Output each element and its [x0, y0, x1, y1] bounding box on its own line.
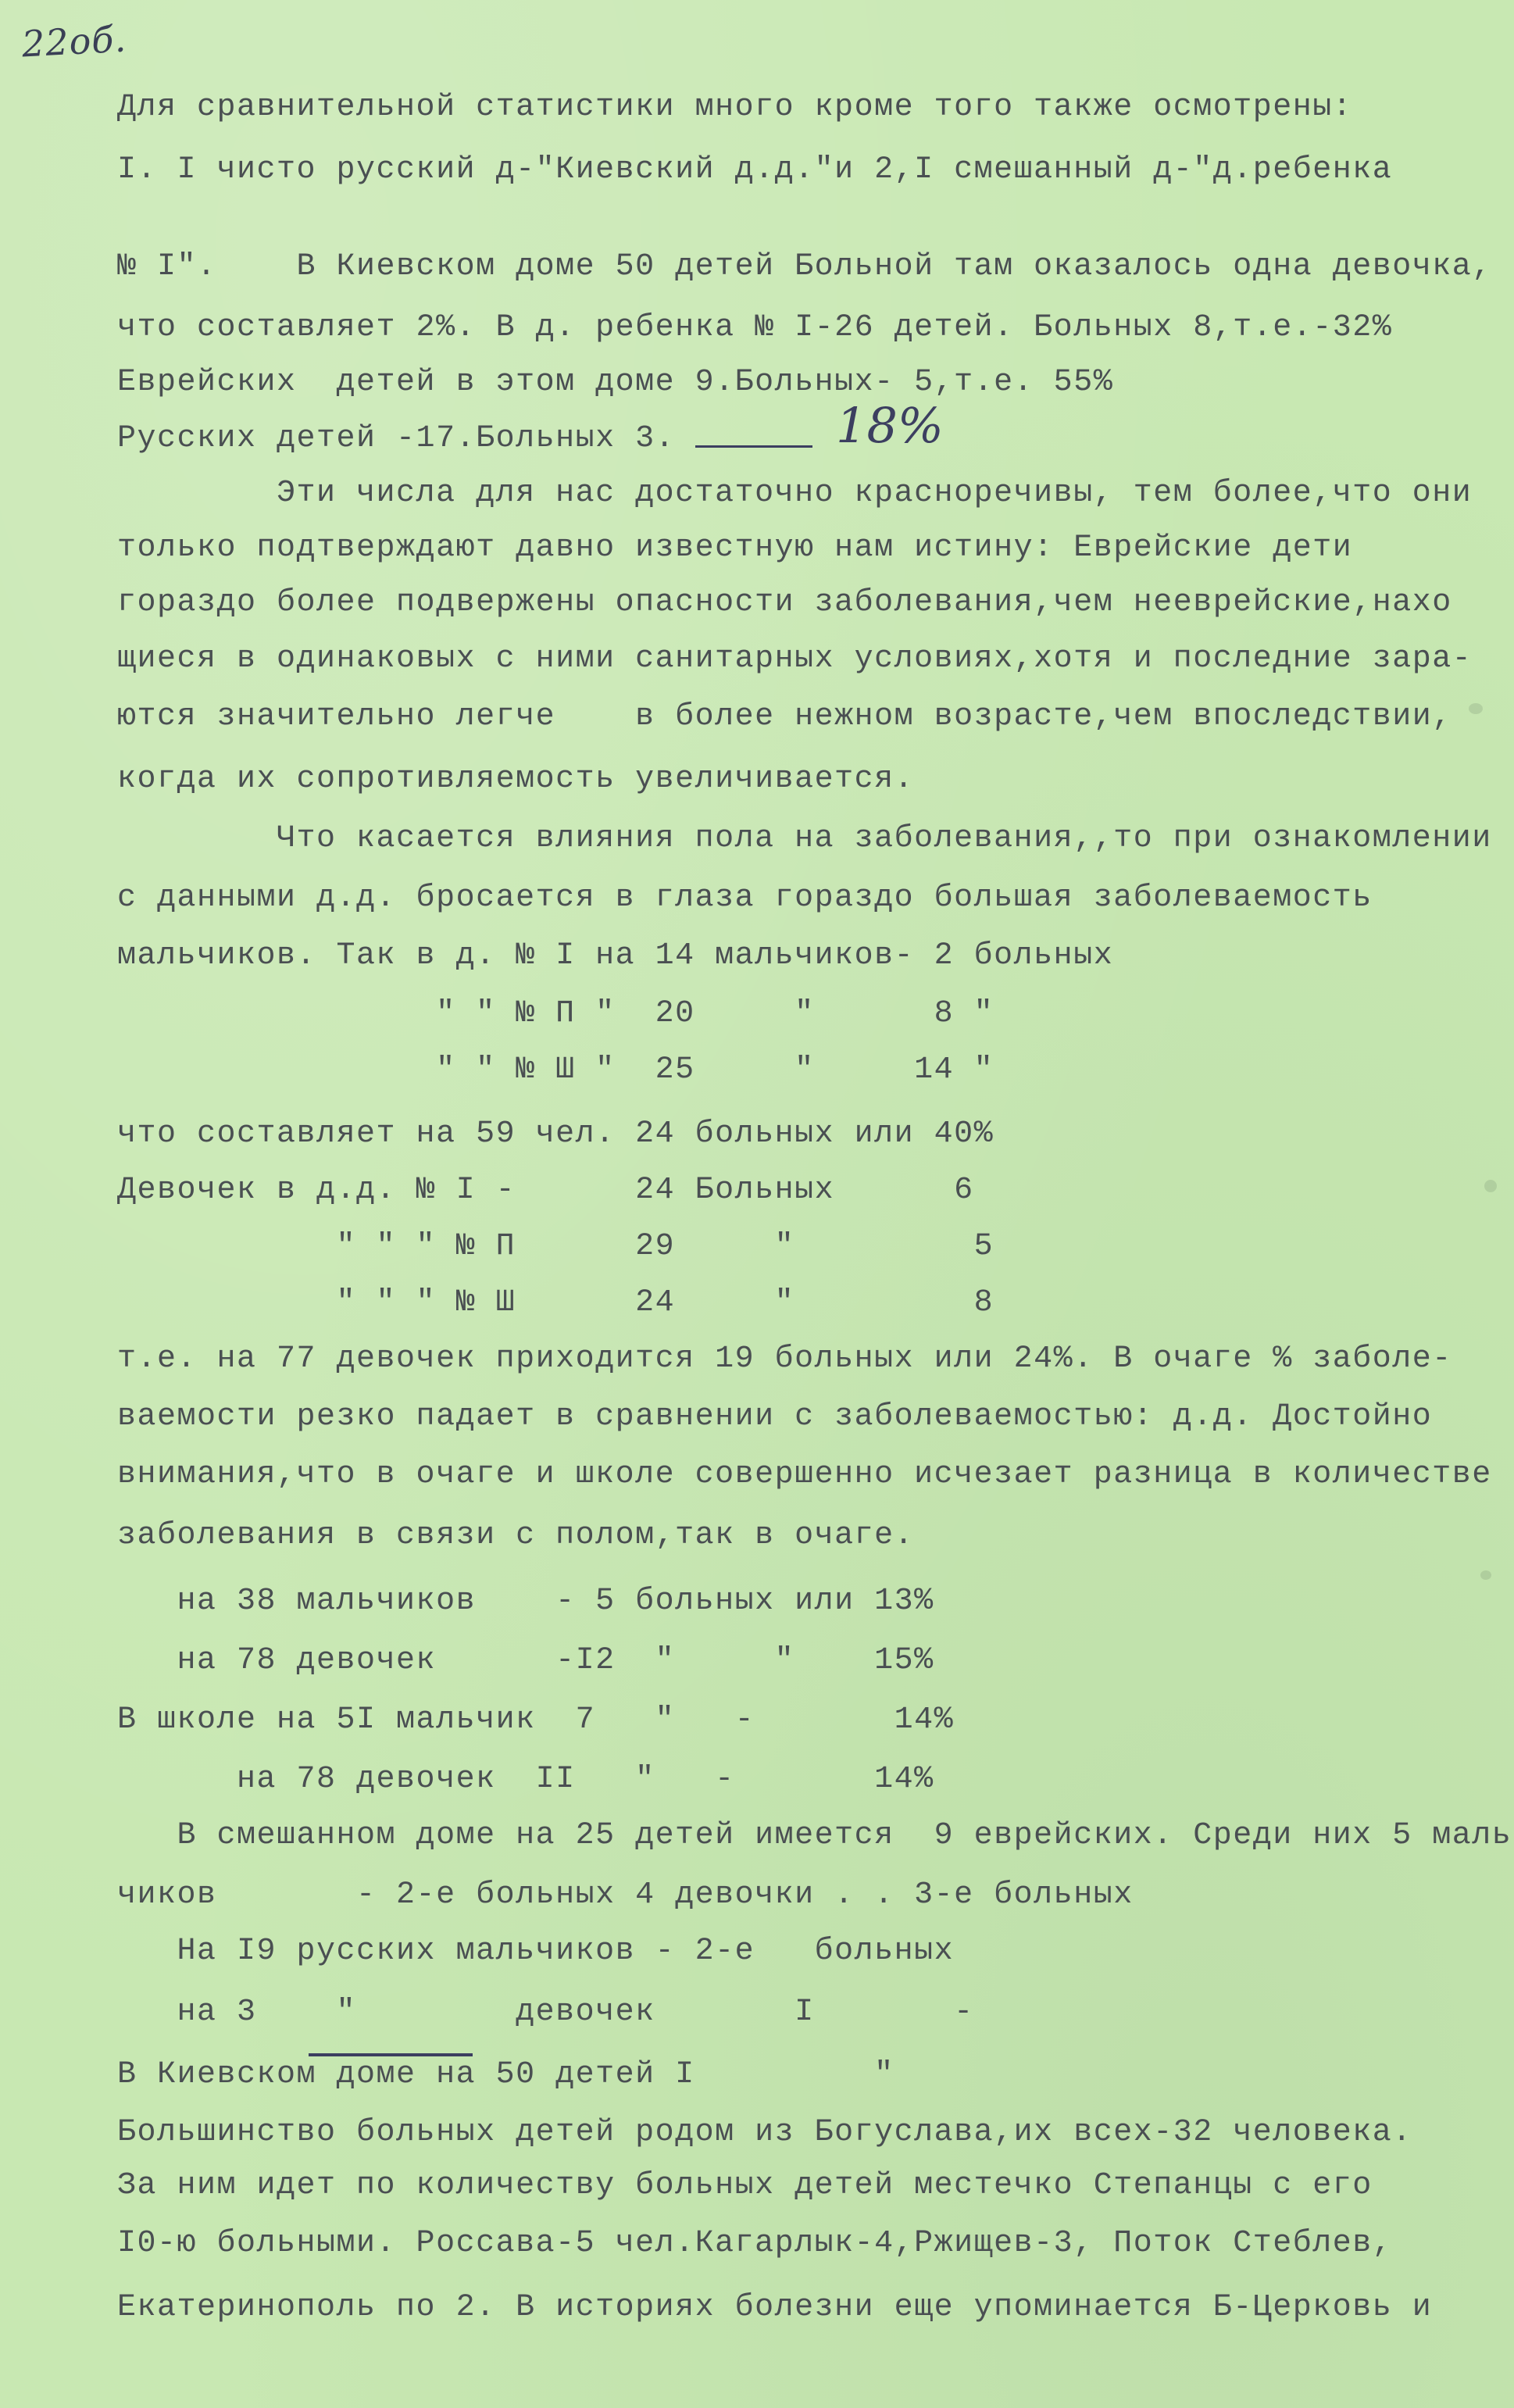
text-line: на 78 девочек II " - 14%: [117, 1762, 934, 1797]
text-line: только подтверждают давно известную нам истину: Еврейские дети: [117, 531, 1353, 566]
text-line: № I". В Киевском доме 50 детей Больной там оказалось одна девочка,: [117, 249, 1492, 284]
handwritten-percent: 18%: [836, 397, 944, 454]
text-line: ются значительно легче в более нежном возрасте,чем впоследствии,: [117, 699, 1452, 734]
margin-note: 22об.: [20, 17, 128, 66]
text-line: ваемости резко падает в сравнении с заболеваемостью: д.д. Достойно: [117, 1399, 1433, 1434]
text-line: мальчиков. Так в д. № I на 14 мальчиков- 2 больных: [117, 938, 1114, 974]
text-line: I0-ю больными. Россава-5 чел.Кагарлык-4,Ржищев-3, Поток Стеблев,: [117, 2226, 1393, 2261]
handwritten-strikethrough: [309, 2053, 473, 2056]
text-line: на 38 мальчиков - 5 больных или 13%: [117, 1584, 934, 1619]
text-line: На I9 русских мальчиков - 2-е больных: [117, 1934, 955, 1969]
text-line: В смешанном доме на 25 детей имеется 9 еврейских. Среди них 5 маль: [117, 1818, 1512, 1853]
paper-stain: [1469, 703, 1483, 714]
text-line: что составляет на 59 чел. 24 больных или 40%: [117, 1116, 994, 1152]
handwritten-stroke: [695, 445, 812, 448]
text-line: Для сравнительной статистики много кроме того также осмотрены:: [117, 90, 1353, 125]
text-line: " " № П " 20 " 8 ": [117, 996, 994, 1031]
text-line: что составляет 2%. В д. ребенка № I-26 детей. Больных 8,т.е.-32%: [117, 310, 1393, 345]
text-line: когда их сопротивляемость увеличивается.: [117, 762, 915, 797]
text-line: Еврейских детей в этом доме 9.Больных- 5,т.е. 55%: [117, 365, 1114, 400]
text-line: За ним идет по количеству больных детей местечко Степанцы с его: [117, 2168, 1373, 2203]
text-line: В Киевском доме на 50 детей I ": [117, 2057, 894, 2092]
text-line: Русских детей -17.Больных 3.: [117, 421, 676, 456]
text-line: I. I чисто русский д-"Киевский д.д."и 2,I смешанный д-"д.ребенка: [117, 152, 1393, 188]
text-line: т.е. на 77 девочек приходится 19 больных или 24%. В очаге % заболе-: [117, 1342, 1452, 1377]
text-line: на 3 " девочек I -: [117, 1995, 974, 2030]
text-line: Эти числа для нас достаточно красноречивы, тем более,что они: [117, 476, 1473, 511]
text-line: внимания,что в очаге и школе совершенно исчезает разница в количестве: [117, 1457, 1492, 1492]
paper-stain: [1484, 1180, 1497, 1192]
text-line: Екатеринополь по 2. В историях болезни еще упоминается Б-Церковь и: [117, 2290, 1433, 2325]
text-line: заболевания в связи с полом,так в очаге.: [117, 1518, 915, 1553]
text-line: " " № Ш " 25 " 14 ": [117, 1052, 994, 1088]
paper-stain: [1480, 1570, 1491, 1580]
text-line: с данными д.д. бросается в глаза гораздо большая заболеваемость: [117, 881, 1373, 916]
text-line: Что касается влияния пола на заболевания,,то при ознакомлении: [117, 821, 1492, 856]
text-line: на 78 девочек -I2 " " 15%: [117, 1643, 934, 1678]
text-line: " " " № П 29 " 5: [117, 1229, 994, 1264]
text-line: В школе на 5I мальчик 7 " - 14%: [117, 1702, 955, 1738]
text-line: щиеся в одинаковых с ними санитарных условиях,хотя и последние зара-: [117, 641, 1473, 677]
text-line: Большинство больных детей родом из Богуслава,их всех-32 человека.: [117, 2115, 1412, 2150]
text-line: чиков - 2-е больных 4 девочки . . 3-е больных: [117, 1877, 1134, 1913]
text-line: Девочек в д.д. № I - 24 Больных 6: [117, 1173, 974, 1208]
text-line: гораздо более подвержены опасности заболевания,чем нееврейские,нахо: [117, 585, 1452, 620]
text-line: " " " № Ш 24 " 8: [117, 1285, 994, 1320]
